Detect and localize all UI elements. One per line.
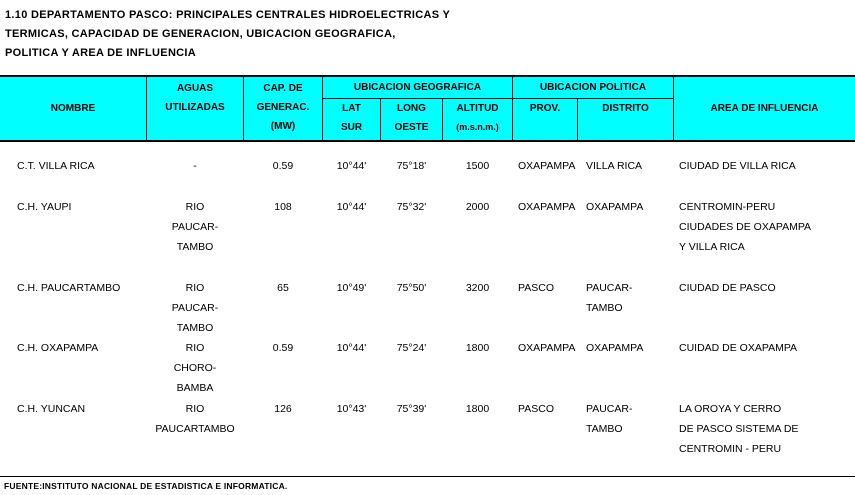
header-alt-line1: ALTITUD	[456, 103, 499, 114]
cell-aguas-line: BAMBA	[176, 382, 214, 394]
cell-nombre: C.H. YAUPI	[17, 201, 72, 213]
cell-aguas-line: PAUCAR-	[171, 221, 219, 233]
cell-prov: PASCO	[518, 403, 554, 415]
cell-distrito-line: PAUCAR-	[586, 403, 633, 415]
header-altitud	[443, 99, 512, 140]
cell-lat: 10°44'	[336, 201, 367, 213]
header-cap-line3: (MW)	[270, 121, 296, 132]
cell-alt: 1500	[465, 160, 490, 172]
cell-aguas-line: PAUCARTAMBO	[155, 423, 235, 435]
header-alt-line2: (m.s.n.m.)	[456, 122, 499, 132]
cell-area-line: CIUDADES DE OXAPAMPA	[679, 221, 812, 233]
cell-aguas-line: RIO	[185, 403, 205, 415]
cell-aguas	[147, 156, 243, 176]
cell-distrito-line: PAUCAR-	[586, 282, 633, 294]
cell-area	[679, 197, 855, 257]
cell-long: 75°32'	[396, 201, 427, 213]
title-line-3: POLITICA Y AREA DE INFLUENCIA	[5, 47, 197, 59]
header-long-line1: LONG	[397, 103, 426, 114]
cell-area-line: CIUDAD DE PASCO	[679, 282, 776, 294]
cell-long: 75°50'	[396, 282, 427, 294]
cell-area	[679, 156, 855, 176]
cell-lat: 10°44'	[336, 160, 367, 172]
title-line-1: 1.10 DEPARTAMENTO PASCO: PRINCIPALES CENTRALES HIDROELECTRICAS Y	[5, 9, 451, 21]
cell-distrito-line: VILLA RICA	[586, 160, 643, 172]
header-distrito: DISTRITO	[602, 103, 649, 114]
cell-cap: 108	[274, 201, 292, 213]
cell-distrito-line: TAMBO	[586, 302, 623, 314]
cell-aguas	[147, 197, 243, 257]
cell-nombre: C.H. YUNCAN	[17, 403, 86, 415]
cell-cap: 65	[277, 282, 289, 294]
cell-cap: 126	[274, 403, 292, 415]
source-note: FUENTE:INSTITUTO NACIONAL DE ESTADISTICA E INFORMATICA.	[4, 481, 288, 491]
cell-aguas-line: TAMBO	[176, 241, 214, 253]
cell-area-line: CENTROMIN-PERU	[679, 201, 776, 213]
cell-cap: 0.59	[272, 160, 294, 172]
cell-aguas-line: CHORO-	[173, 362, 217, 374]
header-prov: PROV.	[529, 103, 561, 114]
cell-aguas-line: -	[193, 160, 197, 172]
cell-nombre: C.H. OXAPAMPA	[17, 342, 99, 354]
cell-prov: PASCO	[518, 282, 554, 294]
cell-aguas-line: RIO	[185, 201, 205, 213]
cell-area	[679, 399, 855, 459]
cell-long: 75°18'	[396, 160, 427, 172]
cell-long: 75°39'	[396, 403, 427, 415]
header-ubicacion-politica: UBICACION POLITICA	[539, 82, 647, 93]
cell-aguas	[147, 278, 243, 338]
cell-prov: OXAPAMPA	[518, 201, 576, 213]
cell-aguas-line: TAMBO	[176, 322, 214, 334]
header-bottom-rule	[0, 140, 855, 142]
cell-distrito	[586, 156, 674, 176]
header-lat-line2: SUR	[340, 122, 363, 133]
cell-alt: 2000	[465, 201, 490, 213]
cell-distrito	[586, 197, 674, 217]
cell-nombre: C.T. VILLA RICA	[17, 160, 95, 172]
cell-area	[679, 278, 855, 298]
cell-aguas-line: RIO	[185, 282, 205, 294]
cell-distrito	[586, 338, 674, 358]
cell-area-line: DE PASCO SISTEMA DE	[679, 423, 799, 435]
header-capacidad	[244, 77, 322, 140]
bottom-rule	[0, 476, 855, 477]
cell-area	[679, 338, 855, 358]
cell-area-line: CUIDAD DE OXAPAMPA	[679, 342, 798, 354]
header-aguas-line1: AGUAS	[176, 83, 214, 94]
cell-lat: 10°43'	[336, 403, 367, 415]
cell-distrito	[586, 278, 674, 318]
cell-lat: 10°44'	[336, 342, 367, 354]
cell-distrito-line: OXAPAMPA	[586, 201, 644, 213]
header-area: AREA DE INFLUENCIA	[710, 103, 819, 114]
cell-aguas	[147, 399, 243, 439]
cell-area-line: Y VILLA RICA	[679, 241, 745, 253]
cell-aguas-line: RIO	[185, 342, 205, 354]
cell-distrito-line: TAMBO	[586, 423, 623, 435]
cell-cap: 0.59	[272, 342, 294, 354]
header-long-line2: OESTE	[394, 122, 429, 133]
header-cap-line1: CAP. DE	[263, 83, 303, 94]
cell-distrito-line: OXAPAMPA	[586, 342, 644, 354]
cell-alt: 1800	[465, 342, 490, 354]
cell-alt: 1800	[465, 403, 490, 415]
title-line-2: TERMICAS, CAPACIDAD DE GENERACION, UBICACION GEOGRAFICA,	[5, 28, 396, 40]
cell-prov: OXAPAMPA	[518, 342, 576, 354]
header-aguas	[147, 77, 243, 140]
cell-lat: 10°49'	[336, 282, 367, 294]
cell-alt: 3200	[465, 282, 490, 294]
cell-area-line: CENTROMIN - PERU	[679, 443, 782, 455]
table-header	[0, 77, 855, 141]
header-cap-line2: GENERAC.	[256, 102, 310, 113]
page-title	[5, 6, 565, 63]
cell-prov: OXAPAMPA	[518, 160, 576, 172]
header-lat	[323, 99, 380, 140]
cell-distrito	[586, 399, 674, 439]
header-lat-line1: LAT	[342, 103, 361, 114]
header-long	[381, 99, 442, 140]
cell-area-line: LA OROYA Y CERRO	[679, 403, 782, 415]
cell-area-line: CIUDAD DE VILLA RICA	[679, 160, 796, 172]
cell-long: 75°24'	[396, 342, 427, 354]
cell-aguas-line: PAUCAR-	[171, 302, 219, 314]
header-ubicacion-geografica: UBICACION GEOGRAFICA	[353, 82, 482, 93]
cell-aguas	[147, 338, 243, 398]
header-nombre: NOMBRE	[50, 103, 96, 114]
header-aguas-line2: UTILIZADAS	[165, 102, 225, 113]
cell-nombre: C.H. PAUCARTAMBO	[17, 282, 121, 294]
